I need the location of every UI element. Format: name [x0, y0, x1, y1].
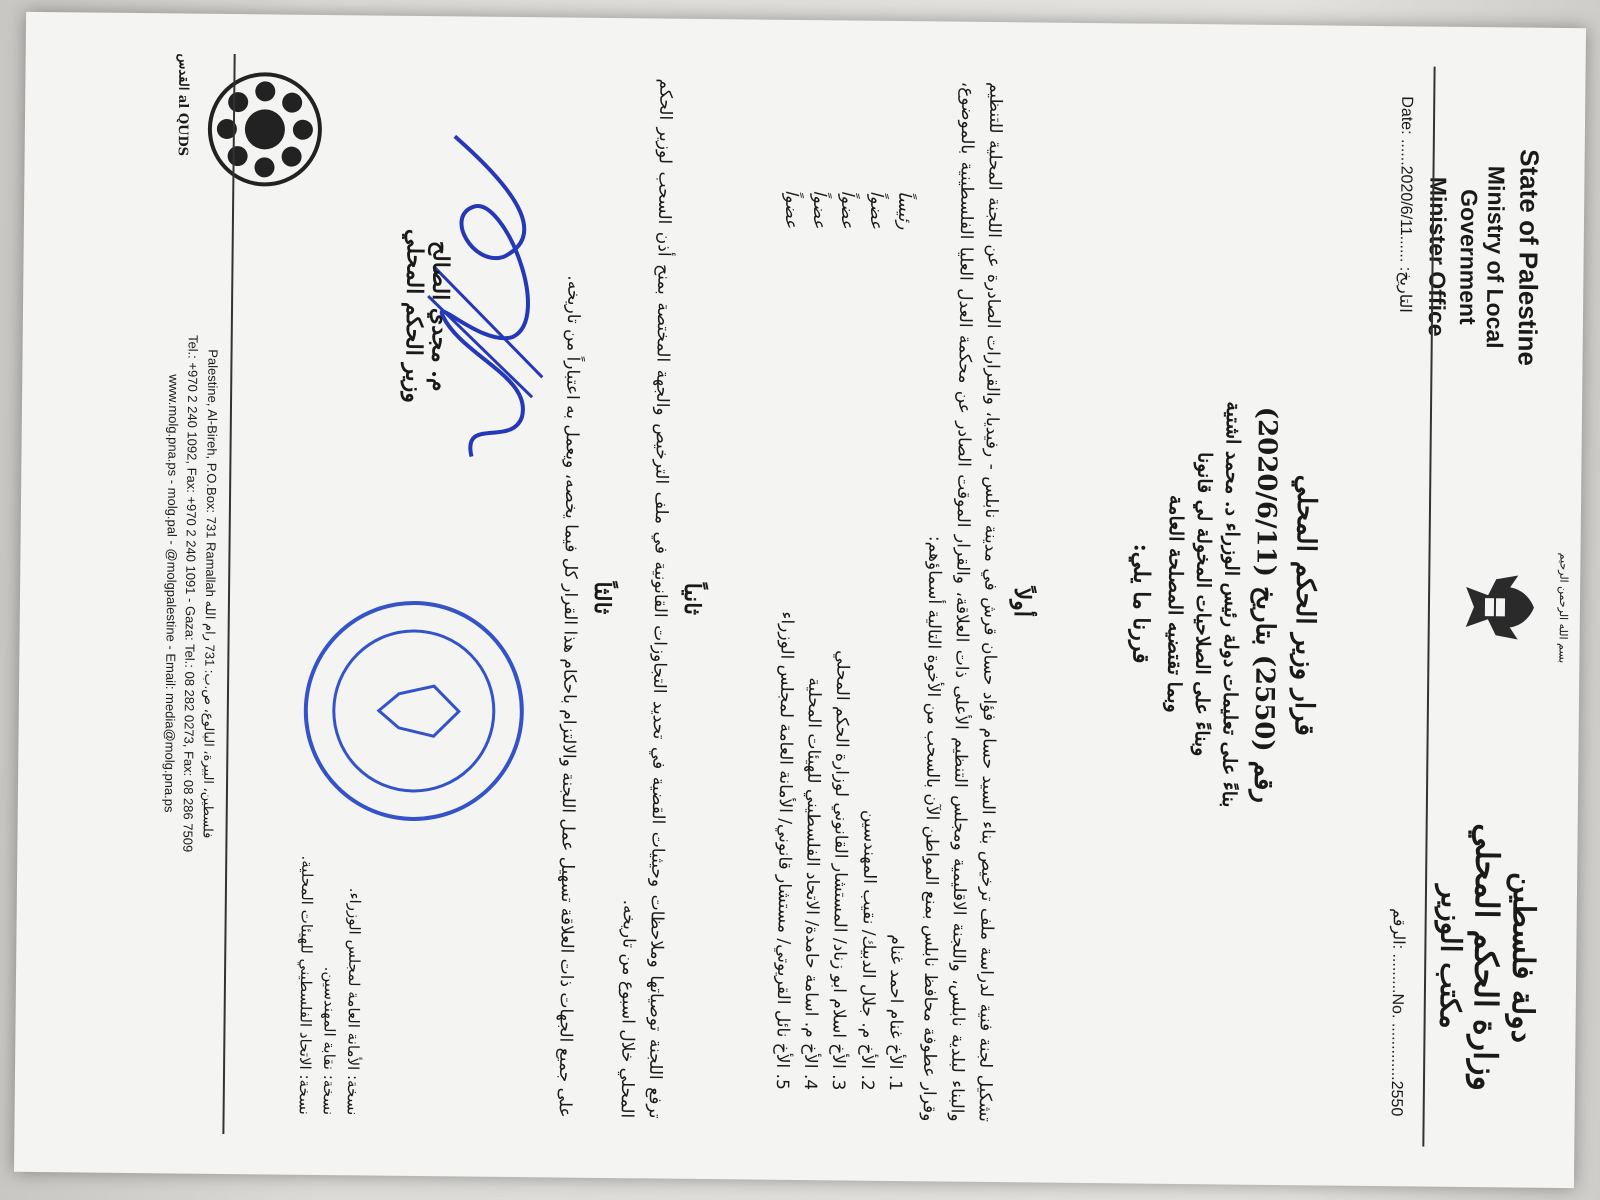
section-first [768, 80, 1046, 1123]
footer-contact [156, 73, 225, 1114]
signatory-title: وزير الحكم المحلي [400, 228, 428, 404]
decision-title: قرار وزير الحكم المحلي [1288, 474, 1322, 737]
footer-web: www.molg.pna.ps - molg.pal - @molgpalestine - Email: media@molg.pna.ps [161, 374, 182, 813]
section-third-body: على جميع الجهات ذات العلاقة تسهيل عمل اللجنة والالتزام باحكام هذا القرار كل فيما يخصه، ويعمل به اعتباراً من تاريخه. [554, 275, 584, 1118]
decision-title-block [1124, 183, 1325, 1025]
section-second-body: ترفع اللجنة توصياتها وملاحظات وحيثيات القضية في تحديد التجاوزات القانونية في ملف الترخيص والجهة المختصة بمنح أذن السحب لوزير الحكم المحلي خلال اسبوع من تاريخه. [616, 78, 676, 1119]
header-en-state: State of Palestine [1512, 149, 1545, 367]
section-second-heading: ثانياً [678, 582, 706, 616]
header-en-office: Minister Office [1423, 176, 1452, 337]
decision-number: رقم (2550) بتاريخ (2020/6/11) [1247, 406, 1283, 804]
decision-basis-3: وبما تقتضيه المصلحة العامة [1162, 494, 1188, 713]
footer-phones: Tel.: +970 2 240 1092, Fax: +970 2 240 1091 - Gaza: Tel.: 08 282 0273, Fax: 08 286 7509 [180, 334, 202, 853]
list-item: نسخة: الأمانة العامة لمجلس الوزراء. [343, 887, 364, 1116]
section-first-body: تشكيل لجنة فنية لدراسة ملف ترخيص بناء السيد حسام فؤاد حسان قرش في مدينة نابلس - رفيديا، والقرارات الصادرة عن اللجنة المحلية للتنظيم والبناء لبلدية نابلس، واللجنة الاقليمية ومجلس التنظيم الأعلى ذات العلاقة، والقرار الموقت الصادر عن محكمة العدل العليا الفلسطينية بالموضوع، وقرار عطوفة محافظ نابلس بمنع المواطن الآن بالسحب من الأخوة التالية أسماؤهم: [918, 81, 1006, 1123]
number-field: No. .............2550......... :الرقم [1387, 908, 1407, 1117]
list-item: نسخة: نقابة المهندسين. [319, 966, 340, 1116]
palestine-eagle-emblem-icon [1456, 567, 1541, 648]
footer-divider [222, 54, 235, 1134]
header-en-ministry: Ministry of Local Government [1454, 165, 1510, 349]
list-item: 2. الأخ م. جلال الدبيك/ نقيب المهندسين عضواً [856, 190, 886, 1091]
list-item: 1. الأخ غنام احمد غنام رئيساً [884, 190, 914, 1092]
list-item: 5. الأخ نائل القريوتي/ مستشار قانوني/ الأمانة العامة لمجلس الوزراء عضواً [772, 189, 802, 1090]
logo-name-en: al QUDS [174, 94, 191, 157]
list-item: 4. الأخ م. اسامة حامدة/ الاتحاد الفلسطيني للهيئات المحلية عضواً [800, 190, 830, 1091]
decision-basis-2: وبناءً على الصلاحيات المخولة لي قانونا [1190, 451, 1216, 757]
committee-members-list [768, 80, 919, 1091]
ministry-stamp [298, 595, 530, 827]
decision-basis-1: بناءً على تعليمات دولة رئيس الوزراء د. محمد اشتية [1217, 401, 1245, 808]
copies-list [293, 855, 368, 1115]
header-arabic [1433, 797, 1542, 1118]
section-third-heading: ثالثاً [588, 581, 616, 615]
list-item: 3. الأخ اسلام ابو زناد/ المستشار القانوني لوزارة الحكم المحلي عضواً [828, 190, 858, 1091]
signatory [399, 156, 454, 477]
basmala: بسم الله الرحمن الرحيم [1556, 552, 1571, 664]
logo-name-ar: القدس [175, 53, 191, 91]
section-first-heading: أولاً [1008, 587, 1036, 618]
decision-intro: قررنا ما يلي: [1127, 543, 1155, 664]
header-ar-office: مكتب الوزير [1433, 884, 1469, 1029]
list-item: نسخة: الاتحاد الفلسطيني للهيئات المحلية. [295, 855, 317, 1115]
signatory-name: م. مجدي الصالح [426, 240, 454, 392]
footer-address: Palestine, Al-Bireh, P.O.Box: 731 Ramallah فلسطين، البيرة، البالوع، ص.ب: 731 رام الله [200, 349, 221, 839]
section-second [612, 78, 715, 1119]
header-english [1422, 97, 1545, 418]
document-sheet [14, 12, 1586, 1188]
header-ar-ministry: وزارة الحكم المحلي [1465, 823, 1507, 1092]
header-ar-state: دولة فلسطين [1504, 871, 1542, 1044]
date-field: Date: ......2020/6/11...... :التاريخ [1396, 96, 1416, 313]
